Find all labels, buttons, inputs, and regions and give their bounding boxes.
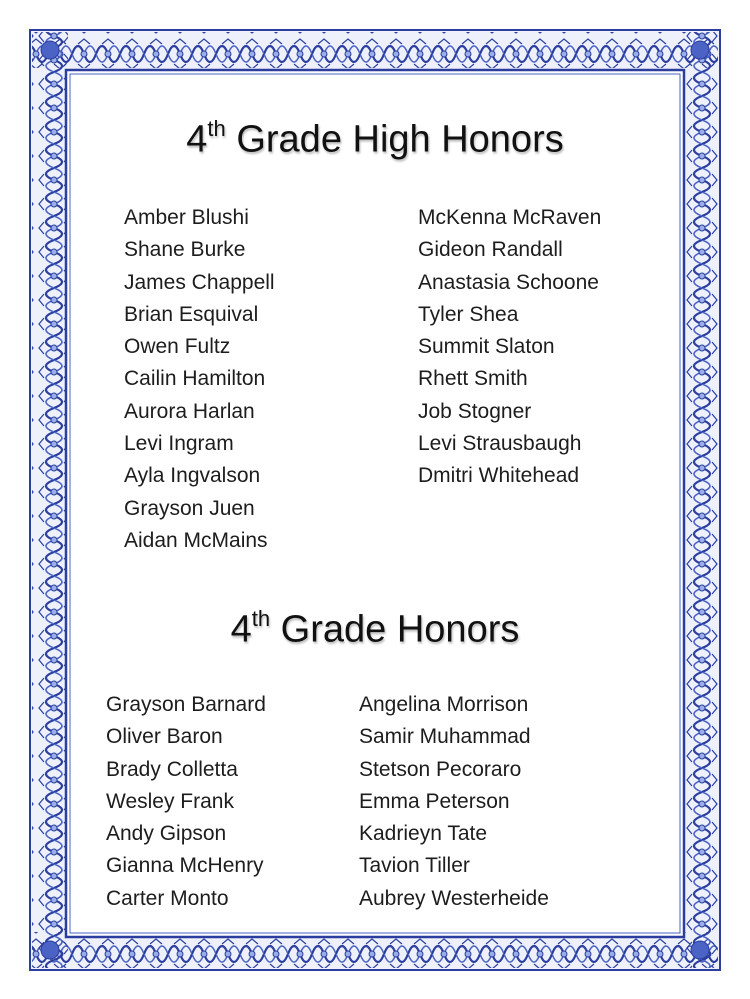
list-item: James Chappell <box>124 270 275 294</box>
list-item: Samir Muhammad <box>359 725 531 749</box>
list-item: Ayla Ingvalson <box>124 464 261 488</box>
list-item: Aubrey Westerheide <box>359 886 549 910</box>
list-item: Levi Ingram <box>124 432 234 456</box>
list-item: Grayson Barnard <box>106 693 266 716</box>
high-honors-heading <box>0 118 750 162</box>
list-item: Owen Fultz <box>124 335 231 359</box>
high-honors-right-column <box>418 202 601 493</box>
list-item: Gianna McHenry <box>106 854 264 878</box>
honors-heading <box>0 608 750 652</box>
honors-left-column <box>106 689 266 915</box>
list-item: Anastasia Schoone <box>418 270 599 294</box>
list-item: Brady Colletta <box>106 757 238 781</box>
list-item: Job Stogner <box>418 399 532 423</box>
list-item: Oliver Baron <box>106 725 223 749</box>
list-item: Wesley Frank <box>106 789 234 813</box>
list-item: Brian Esquival <box>124 302 259 326</box>
list-item: Carter Monto <box>106 886 229 910</box>
grade-suffix: th <box>251 606 271 631</box>
list-item: Grayson Juen <box>124 496 255 520</box>
heading-text: Grade High Honors <box>225 118 564 161</box>
list-item: Aidan McMains <box>124 528 268 552</box>
list-item: Cailin Hamilton <box>124 367 266 391</box>
grade-number: 4 <box>230 608 252 651</box>
list-item: Gideon Randall <box>418 238 563 262</box>
high-honors-left-column <box>124 202 275 557</box>
heading-text: Grade Honors <box>270 608 520 651</box>
grade-number: 4 <box>186 118 208 161</box>
list-item: Andy Gipson <box>106 822 227 846</box>
list-item: Dmitri Whitehead <box>418 464 580 488</box>
list-item: Stetson Pecoraro <box>359 757 522 781</box>
list-item: Rhett Smith <box>418 367 528 391</box>
list-item: Kadrieyn Tate <box>359 822 488 846</box>
grade-suffix: th <box>207 116 226 141</box>
list-item: McKenna McRaven <box>418 206 602 229</box>
list-item: Amber Blushi <box>124 206 249 229</box>
list-item: Aurora Harlan <box>124 399 255 423</box>
list-item: Levi Strausbaugh <box>418 432 582 456</box>
list-item: Tyler Shea <box>418 302 519 326</box>
honors-right-column <box>359 689 549 915</box>
list-item: Emma Peterson <box>359 789 510 813</box>
list-item: Summit Slaton <box>418 335 555 359</box>
list-item: Angelina Morrison <box>359 693 529 716</box>
list-item: Tavion Tiller <box>359 854 470 878</box>
list-item: Shane Burke <box>124 238 246 262</box>
